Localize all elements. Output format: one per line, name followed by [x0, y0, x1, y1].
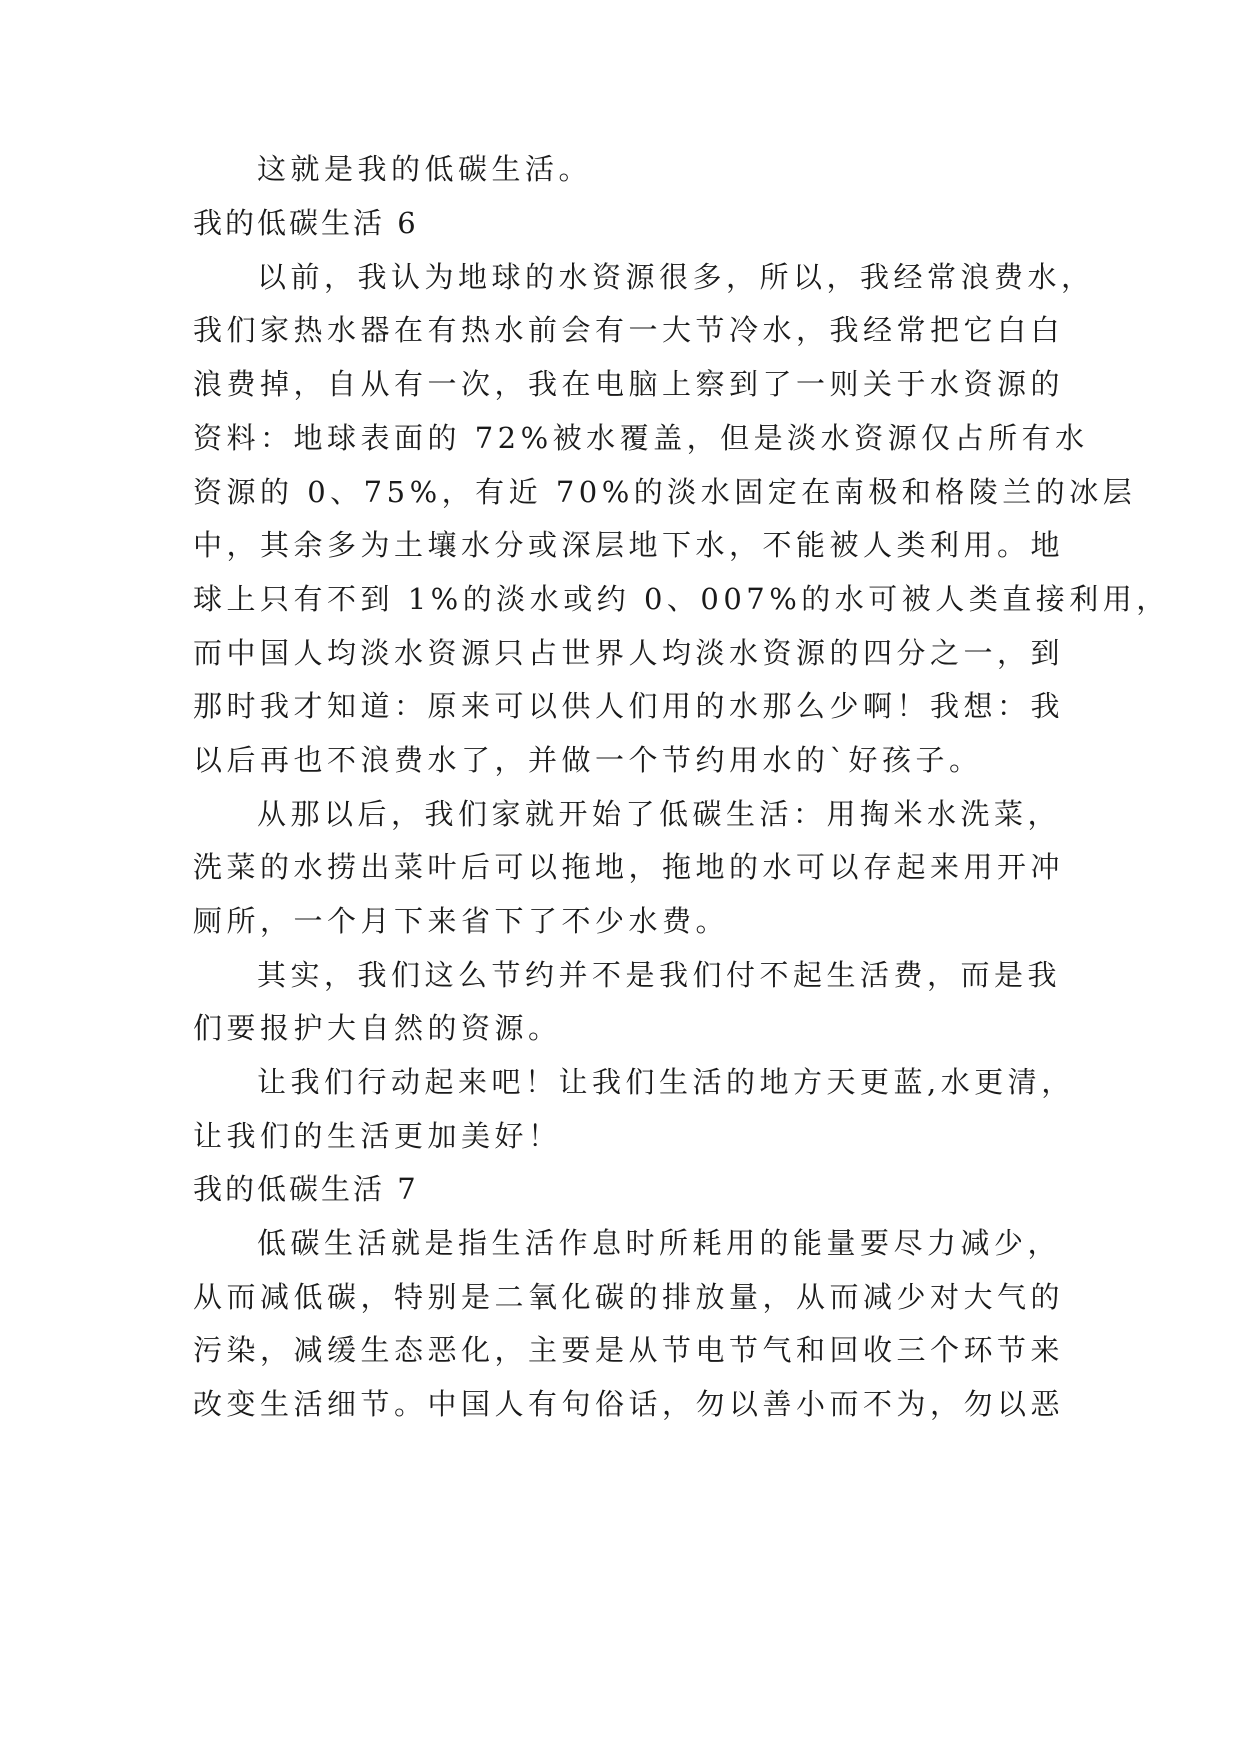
paragraph-line: 那时我才知道：原来可以供人们用的水那么少啊！我想：我 [193, 689, 1065, 723]
paragraph-line: 球上只有不到 1%的淡水或约 0、007%的水可被人类直接利用， [193, 582, 1170, 616]
paragraph-line: 而中国人均淡水资源只占世界人均淡水资源的四分之一，到 [193, 636, 1065, 670]
paragraph-line: 我们家热水器在有热水前会有一大节冷水，我经常把它白白 [193, 313, 1065, 347]
section-heading: 我的低碳生活 7 [193, 1172, 419, 1206]
paragraph-line: 污染，减缓生态恶化，主要是从节电节气和回收三个环节来 [193, 1333, 1065, 1367]
paragraph-line: 低碳生活就是指生活作息时所耗用的能量要尽力减少， [257, 1226, 1062, 1260]
paragraph-line: 让我们的生活更加美好！ [193, 1119, 562, 1153]
paragraph-line: 从而减低碳，特别是二氧化碳的排放量，从而减少对大气的 [193, 1280, 1065, 1314]
paragraph-line: 资料：地球表面的 72%被水覆盖，但是淡水资源仅占所有水 [193, 421, 1089, 455]
paragraph-line: 浪费掉，自从有一次，我在电脑上察到了一则关于水资源的 [193, 367, 1065, 401]
paragraph-line: 以后再也不浪费水了，并做一个节约用水的`好孩子。 [193, 743, 983, 777]
paragraph-line: 洗菜的水捞出菜叶后可以拖地，拖地的水可以存起来用开冲 [193, 850, 1065, 884]
paragraph-line: 以前，我认为地球的水资源很多，所以，我经常浪费水， [257, 260, 1095, 294]
paragraph-line: 其实，我们这么节约并不是我们付不起生活费，而是我 [257, 958, 1062, 992]
paragraph-line: 们要报护大自然的资源。 [193, 1011, 562, 1045]
paragraph-line: 改变生活细节。中国人有句俗话，勿以善小而不为，勿以恶 [193, 1387, 1065, 1421]
paragraph-line: 这就是我的低碳生活。 [257, 152, 593, 186]
paragraph-line: 中，其余多为土壤水分或深层地下水，不能被人类利用。地 [193, 528, 1065, 562]
paragraph-line: 从那以后，我们家就开始了低碳生活：用掏米水洗菜， [257, 797, 1062, 831]
section-heading: 我的低碳生活 6 [193, 206, 419, 240]
paragraph-line: 资源的 0、75%，有近 70%的淡水固定在南极和格陵兰的冰层 [193, 475, 1137, 509]
paragraph-line: 厕所，一个月下来省下了不少水费。 [193, 904, 730, 938]
paragraph-line: 让我们行动起来吧！让我们生活的地方天更蓝,水更清， [257, 1065, 1075, 1099]
